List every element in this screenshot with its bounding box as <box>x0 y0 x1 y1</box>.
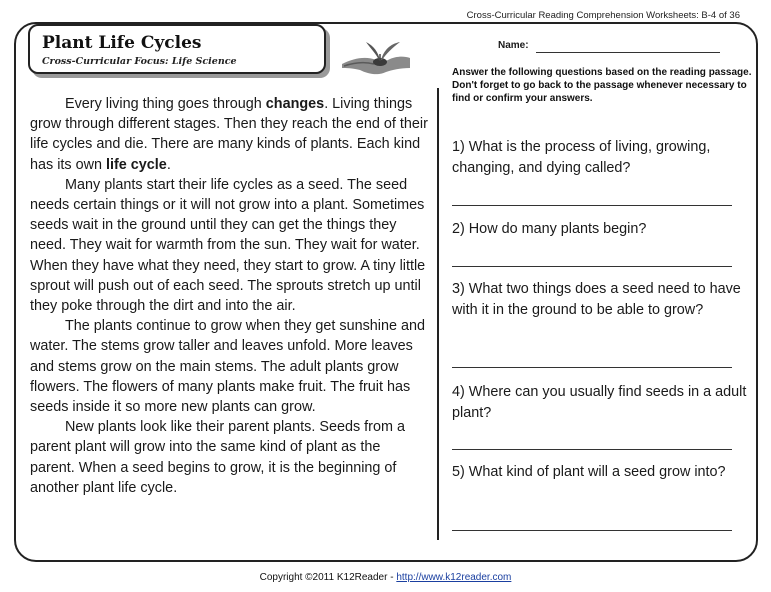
series-label: Cross-Curricular Reading Comprehension Worksheets: B-4 of 36 <box>466 10 740 21</box>
k12reader-link[interactable]: http://www.k12reader.com <box>396 572 512 583</box>
passage-paragraph: The plants continue to grow when they get sunshine and water. The stems grow taller and leaves unfold. More leaves and stems grow on the main stems. The adult plants grow flowers. The flowers of many plants make fruit. The fruit has seeds inside it so more new plants can grow. <box>30 318 426 416</box>
answer-line-4[interactable] <box>452 449 732 450</box>
vocab-life-cycle: life cycle <box>106 156 167 173</box>
name-label: Name: <box>498 40 529 51</box>
question-3: 3) What two things does a seed need to have with it in the ground to be able to grow? <box>452 281 741 318</box>
column-divider <box>437 88 439 540</box>
passage-text: . <box>166 156 171 173</box>
instructions: Answer the following questions based on the reading passage. Don't forget to go back to the passage whenever necessary to find or confirm your answers. <box>452 67 752 104</box>
passage-text: . Living things grow through different stages. Then they reach the end of their life cycles and die. There are many kinds of plants. Each kind has its own <box>30 96 428 173</box>
footer <box>0 572 771 583</box>
question-1: 1) What is the process of living, growing, changing, and dying called? <box>452 139 711 176</box>
question-4: 4) Where can you usually find seeds in a adult plant? <box>452 384 747 421</box>
passage-paragraph: New plants look like their parent plants. Seeds from a parent plant will grow into the same kind of plant as the parent. When a seed begins to grow, it is the beginning of another plant life cycle. <box>30 419 405 496</box>
hands-holding-seedling-image <box>340 34 412 78</box>
worksheet-subtitle: Cross-Curricular Focus: Life Science <box>42 56 237 67</box>
worksheet-title: Plant Life Cycles <box>42 33 202 53</box>
passage-paragraph <box>30 94 428 175</box>
title-box <box>28 24 326 74</box>
answer-line-5[interactable] <box>452 530 732 531</box>
answer-line-3[interactable] <box>452 367 732 368</box>
answer-line-2[interactable] <box>452 266 732 267</box>
copyright-text: Copyright ©2011 K12Reader - <box>259 572 397 583</box>
answer-line-1[interactable] <box>452 205 732 206</box>
question-2: 2) How do many plants begin? <box>452 221 647 237</box>
passage-text: Every living thing goes through <box>65 96 266 112</box>
vocab-changes: changes <box>265 96 325 112</box>
name-field[interactable] <box>536 52 720 53</box>
reading-passage <box>30 94 428 498</box>
question-5: 5) What kind of plant will a seed grow into? <box>452 464 726 480</box>
passage-paragraph: Many plants start their life cycles as a seed. The seed needs certain things or it will not grow into a plant. Sometimes seeds wait in the ground until they can get the things they need. They wait for warmth from the sun. They wait for water. When they have what they need, they start to grow. A tiny little sprout will push out of each seed. The sprouts stretch up until they poke through the dirt and into the air. <box>30 176 426 315</box>
